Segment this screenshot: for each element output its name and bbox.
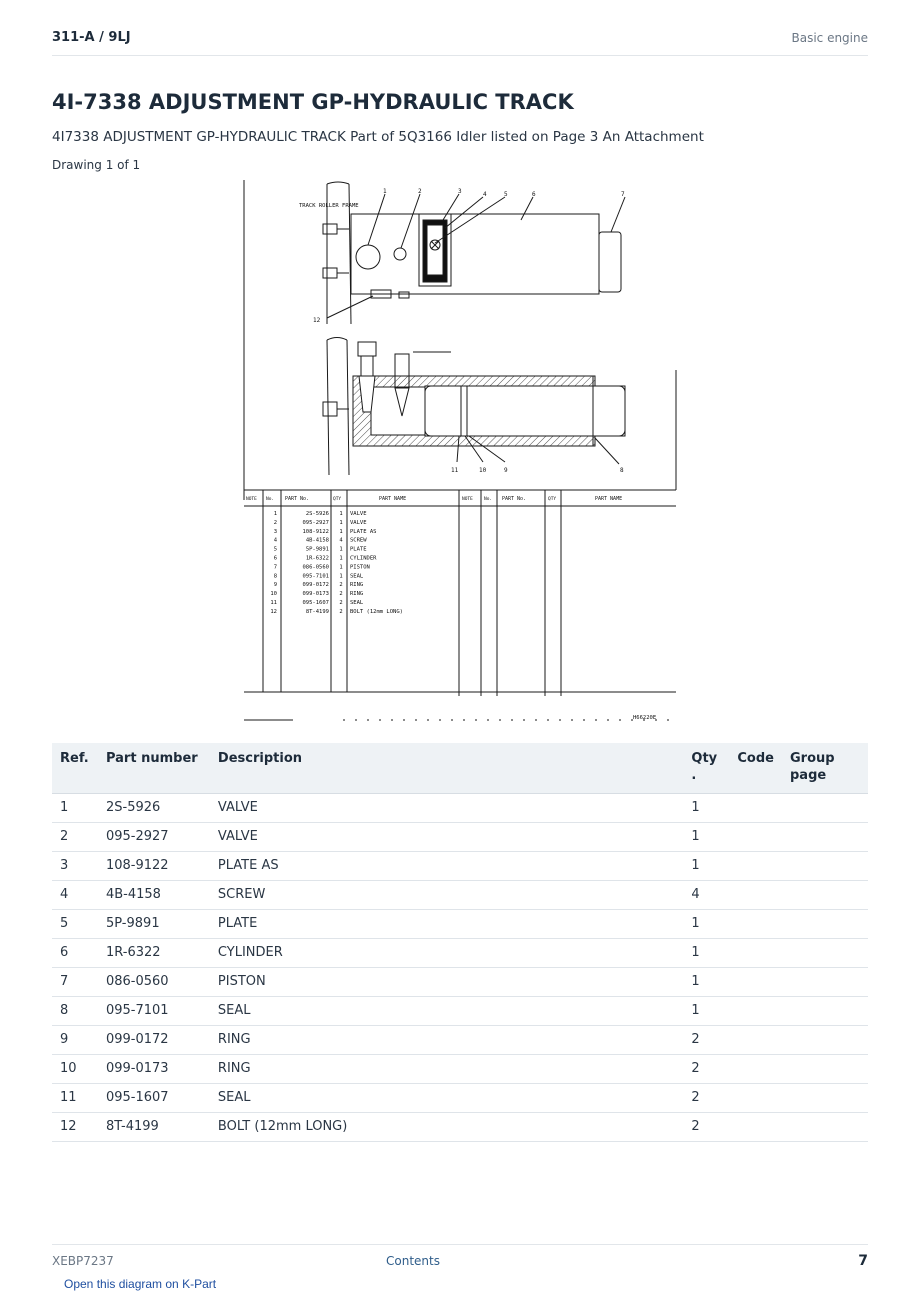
drawing-row-qty: 1	[339, 564, 343, 571]
drawing-row-qty: 1	[339, 546, 343, 553]
cell-part-number: 095-2927	[98, 822, 210, 851]
drawing-row-part-number: 099-0173	[302, 591, 329, 598]
cell-ref: 12	[52, 1112, 98, 1141]
drawing-row-qty: 2	[339, 591, 343, 598]
cell-description: PLATE AS	[210, 851, 683, 880]
drawing-row-name: PLATE	[350, 546, 367, 553]
col-ref: Ref.	[52, 743, 98, 793]
drawing-row-no: 2	[273, 519, 277, 526]
cell-code	[729, 880, 782, 909]
cell-part-number: 099-0172	[98, 1025, 210, 1054]
model-label: 311-A / 9LJ	[52, 30, 131, 45]
drawing-row-no: 3	[273, 528, 277, 535]
callout-3: 3	[458, 188, 462, 195]
cell-part-number: 4B-4158	[98, 880, 210, 909]
drawing-row-name: SEAL	[350, 573, 364, 580]
cell-ref: 4	[52, 880, 98, 909]
cell-group-page	[782, 1054, 868, 1083]
cell-qty: 1	[683, 793, 729, 822]
table-row	[52, 1025, 868, 1054]
drawing-row-part-number: 1R-6322	[305, 555, 329, 562]
cell-qty: 2	[683, 1054, 729, 1083]
cell-code	[729, 1025, 782, 1054]
cell-code	[729, 793, 782, 822]
callout-1: 1	[383, 188, 387, 195]
table-row	[52, 851, 868, 880]
table-row	[52, 1054, 868, 1083]
callout-2: 2	[418, 188, 422, 195]
cell-part-number: 2S-5926	[98, 793, 210, 822]
cell-ref: 6	[52, 938, 98, 967]
cell-qty: 1	[683, 851, 729, 880]
table-row	[52, 793, 868, 822]
drawing-header-no: No.	[266, 497, 275, 502]
drawing-row-part-number: 2S-5926	[305, 511, 329, 517]
drawing-number: H66220E	[633, 715, 657, 721]
cell-part-number: 108-9122	[98, 851, 210, 880]
drawing-header-note-2: NOTE	[462, 497, 473, 502]
drawing-row-name: BOLT (12mm LONG)	[350, 608, 403, 615]
callout-5: 5	[504, 191, 508, 198]
page-title: 4I-7338 ADJUSTMENT GP-HYDRAULIC TRACK	[52, 90, 574, 114]
drawing-row-no: 1	[273, 511, 277, 517]
drawing-row-part-number: 108-9122	[302, 528, 329, 535]
drawing-row-no: 4	[273, 537, 277, 544]
drawing-row-no: 11	[270, 600, 277, 606]
cell-group-page	[782, 793, 868, 822]
cell-ref: 3	[52, 851, 98, 880]
cell-code	[729, 967, 782, 996]
callout-12: 12	[313, 317, 321, 324]
contents-link[interactable]: Contents	[386, 1254, 440, 1268]
cell-qty: 1	[683, 967, 729, 996]
cell-group-page	[782, 938, 868, 967]
drawing-header-qty: QTY	[333, 497, 342, 502]
cell-qty: 2	[683, 1025, 729, 1054]
drawing-row-part-number: 4B-4158	[305, 537, 329, 544]
drawing-row-no: 9	[273, 582, 277, 589]
drawing-row-qty: 1	[339, 573, 343, 580]
cell-code	[729, 1083, 782, 1112]
cell-code	[729, 822, 782, 851]
cell-group-page	[782, 1083, 868, 1112]
drawing-row-part-number: 5P-9891	[305, 546, 329, 553]
document-id: XEBP7237	[52, 1254, 114, 1268]
cell-qty: 2	[683, 1112, 729, 1141]
drawing-row-name: PISTON	[350, 564, 370, 571]
drawing-row-part-number: 095-7101	[302, 573, 329, 580]
drawing-row-name: VALVE	[350, 519, 367, 526]
table-row	[52, 822, 868, 851]
callout-7: 7	[621, 191, 625, 198]
cell-qty: 1	[683, 822, 729, 851]
cell-group-page	[782, 851, 868, 880]
cell-description: SEAL	[210, 1083, 683, 1112]
cell-ref: 10	[52, 1054, 98, 1083]
cell-description: RING	[210, 1025, 683, 1054]
cell-code	[729, 996, 782, 1025]
parts-table-body	[52, 793, 868, 1141]
drawing-row-qty: 1	[339, 555, 343, 562]
cell-code	[729, 938, 782, 967]
drawing-parts-list	[270, 511, 403, 615]
cell-qty: 1	[683, 938, 729, 967]
page-subtitle: 4I7338 ADJUSTMENT GP-HYDRAULIC TRACK Part of 5Q3166 Idler listed on Page 3 An Attachment	[52, 129, 704, 145]
cell-ref: 9	[52, 1025, 98, 1054]
cell-ref: 2	[52, 822, 98, 851]
cell-part-number: 086-0560	[98, 967, 210, 996]
cell-part-number: 095-1607	[98, 1083, 210, 1112]
drawing-row-qty: 1	[339, 528, 343, 535]
callout-4: 4	[483, 191, 487, 198]
table-header-row	[52, 743, 868, 793]
drawing-row-no: 5	[273, 546, 277, 553]
drawing-row-qty: 2	[339, 600, 343, 606]
cell-qty: 4	[683, 880, 729, 909]
col-qty: Qty .	[683, 743, 729, 793]
table-row	[52, 938, 868, 967]
drawing-row-part-number: 8T-4199	[305, 608, 329, 615]
drawing-row-no: 7	[273, 564, 277, 571]
drawing-row-name: CYLINDER	[350, 555, 377, 562]
drawing-row-part-number: 095-1607	[302, 600, 329, 606]
drawing-row-part-number: 095-2927	[302, 519, 329, 526]
table-row	[52, 909, 868, 938]
page-header	[52, 28, 868, 56]
frame-label: TRACK ROLLER FRAME	[299, 203, 359, 209]
cell-group-page	[782, 909, 868, 938]
page-number: 7	[858, 1253, 868, 1269]
cell-ref: 1	[52, 793, 98, 822]
table-row	[52, 1112, 868, 1141]
cell-qty: 1	[683, 996, 729, 1025]
drawing-header-partname: PART NAME	[379, 496, 407, 502]
cell-description: PISTON	[210, 967, 683, 996]
cell-description: BOLT (12mm LONG)	[210, 1112, 683, 1141]
cell-description: RING	[210, 1054, 683, 1083]
cell-group-page	[782, 1112, 868, 1141]
cell-code	[729, 1054, 782, 1083]
drawing-header-partno-2: PART No.	[502, 496, 527, 502]
drawing-row-no: 10	[270, 591, 277, 598]
cell-code	[729, 1112, 782, 1141]
table-row	[52, 880, 868, 909]
table-row	[52, 1083, 868, 1112]
callout-8: 8	[620, 467, 624, 474]
drawing-row-part-number: 086-0560	[302, 564, 329, 571]
cell-group-page	[782, 822, 868, 851]
cell-group-page	[782, 1025, 868, 1054]
drawing-row-qty: 2	[339, 608, 343, 615]
cell-ref: 7	[52, 967, 98, 996]
drawing-row-no: 8	[273, 573, 277, 580]
cell-qty: 1	[683, 909, 729, 938]
drawing-row-name: RING	[350, 582, 364, 589]
callout-9: 9	[504, 467, 508, 474]
page-footer	[52, 1244, 868, 1274]
table-row	[52, 996, 868, 1025]
drawing-header-no-2: No.	[484, 497, 493, 502]
cell-description: CYLINDER	[210, 938, 683, 967]
cell-code	[729, 851, 782, 880]
parts-diagram	[243, 180, 679, 726]
callout-10: 10	[479, 467, 487, 474]
cell-code	[729, 909, 782, 938]
drawing-row-name: PLATE AS	[350, 528, 377, 535]
cell-group-page	[782, 996, 868, 1025]
drawing-header-qty-2: QTY	[548, 497, 557, 502]
cell-ref: 5	[52, 909, 98, 938]
drawing-row-name: SEAL	[350, 600, 364, 606]
drawing-row-name: SCREW	[350, 537, 367, 544]
cell-description: PLATE	[210, 909, 683, 938]
parts-table	[52, 743, 868, 1142]
table-row	[52, 967, 868, 996]
cell-part-number: 8T-4199	[98, 1112, 210, 1141]
drawing-header-partname-2: PART NAME	[595, 496, 623, 502]
drawing-header-note: NOTE	[246, 497, 257, 502]
cell-ref: 11	[52, 1083, 98, 1112]
drawing-counter: Drawing 1 of 1	[52, 158, 141, 172]
cell-description: SEAL	[210, 996, 683, 1025]
drawing-header-partno: PART No.	[285, 496, 310, 502]
cell-part-number: 099-0173	[98, 1054, 210, 1083]
drawing-row-name: RING	[350, 591, 364, 598]
cell-part-number: 5P-9891	[98, 909, 210, 938]
cell-part-number: 1R-6322	[98, 938, 210, 967]
col-part-number: Part number	[98, 743, 210, 793]
drawing-row-qty: 1	[339, 519, 343, 526]
col-description: Description	[210, 743, 683, 793]
col-code: Code	[729, 743, 782, 793]
drawing-row-no: 12	[270, 608, 277, 615]
cell-description: SCREW	[210, 880, 683, 909]
cell-description: VALVE	[210, 822, 683, 851]
open-kpart-link[interactable]: Open this diagram on K-Part	[64, 1277, 217, 1291]
drawing-row-qty: 4	[339, 537, 343, 544]
cell-group-page	[782, 880, 868, 909]
col-group-page: Group page	[782, 743, 868, 793]
callout-11: 11	[451, 467, 459, 474]
cell-group-page	[782, 967, 868, 996]
drawing-row-qty: 1	[339, 511, 343, 517]
cell-ref: 8	[52, 996, 98, 1025]
drawing-row-qty: 2	[339, 582, 343, 589]
cell-qty: 2	[683, 1083, 729, 1112]
cell-part-number: 095-7101	[98, 996, 210, 1025]
cell-description: VALVE	[210, 793, 683, 822]
section-label: Basic engine	[791, 31, 868, 45]
drawing-row-part-number: 099-0172	[302, 582, 329, 589]
drawing-row-no: 6	[273, 555, 277, 562]
callout-6: 6	[532, 191, 536, 198]
drawing-row-name: VALVE	[350, 511, 367, 517]
